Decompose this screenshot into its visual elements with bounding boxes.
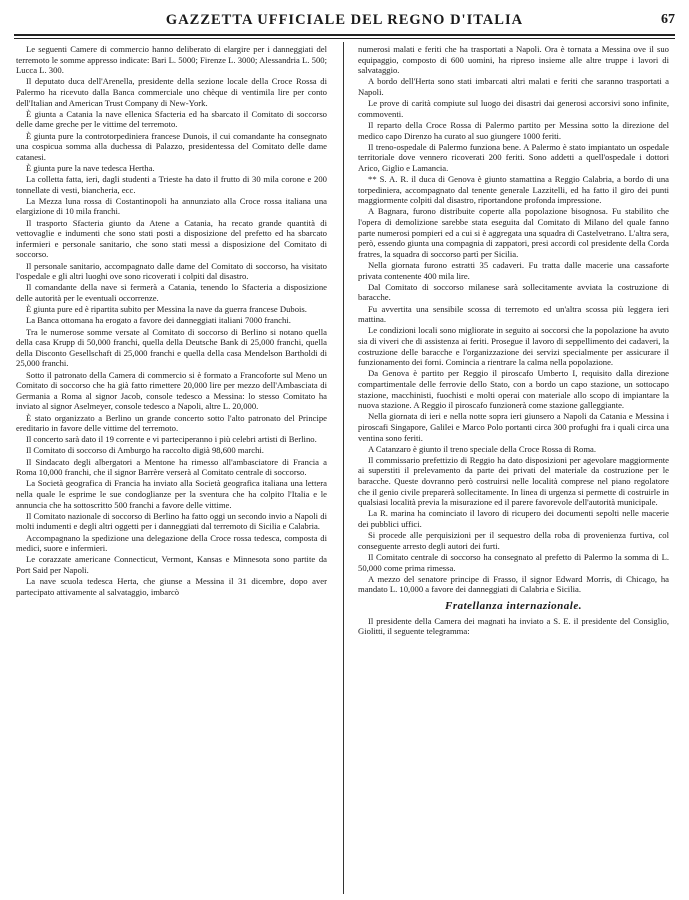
paragraph: A Catanzaro è giunto il treno speciale della Croce Rossa di Roma.: [368, 443, 597, 454]
page-number: 67: [661, 12, 675, 27]
left-column: [16, 44, 327, 896]
gazette-title: GAZZETTA UFFICIALE DEL REGNO D'ITALIA: [165, 12, 524, 28]
paragraph: Il comandante della nave si fermerà a Catania, tenendo lo Sfacteria a disposizione delle autorità per le eventuali occorrenze.: [16, 282, 327, 303]
paragraph: Il deputato duca dell'Arenella, presidente della sezione locale della Croce Rossa di Palermo ha ricevuto dalla Banca commerciale uno chèque di ventimila lire per conto dell'Italian and American Trust Company di New-York.: [16, 76, 327, 108]
paragraph: Il Sindacato degli albergatori a Mentone ha rimesso all'ambasciatore di Francia a Roma 10,000 franchi, che il signor Barrère verserà al Comitato centrale di soccorso.: [16, 456, 327, 478]
paragraph: È stato organizzato a Berlino un grande concerto sotto l'alto patronato del Principe ereditario in favore delle vittime del terremoto.: [16, 412, 327, 434]
header-rule: [14, 34, 675, 36]
paragraph: Nella giornata di ieri e nella notte sopra ieri giunsero a Napoli da Catania e Messina i piroscafi Singapore, Galilei e Marco Polo portanti circa 300 profughi fra i quali circa una ventina sono feriti.: [358, 411, 669, 443]
paragraph: Il Comitato nazionale di soccorso di Berlino ha fatto oggi un secondo invio a Napoli di molti indumenti e degli altri oggetti per i danneggiati dal terremoto di Sicilia e Calabria.: [16, 510, 327, 532]
paragraph: La Società geografica di Francia ha inviato alla Società geografica italiana una lettera nella quale le esprime le sue condoglianze per la sventura che ha colpito l'Italia e le annuncia che ha sottoscritto 500 franchi a favore delle vittime.: [16, 478, 327, 510]
paragraph: Il reparto della Croce Rossa di Palermo partito per Messina sotto la direzione del medico capo Direnzo ha curato al suo giungere 1000 feriti.: [358, 119, 669, 141]
paragraph: Il treno-ospedale di Palermo funziona bene. A Palermo è stato impiantato un ospedale territoriale dove vennero ricoverati 200 feriti. Sono addetti a quell'ospedale i dottori Arico, Giglio e Lamancia.: [358, 141, 669, 173]
paragraph: La Banca ottomana ha erogato a favore dei danneggiati italiani 7000 franchi.: [26, 315, 291, 326]
paragraph: È giunta pure ed è ripartita subito per Messina la nave da guerra francese Dubois.: [26, 304, 307, 315]
paragraph: Nella giornata furono estratti 35 cadaveri. Fu tratta dalle macerie una cassaforte privata contenente 400 mila lire.: [358, 260, 669, 281]
paragraph: ** S. A. R. il duca di Genova è giunto stamattina a Reggio Calabria, a bordo di una torpediniera, accompagnato dal tenente generale Lazzitelli, ed ha fatto il giro dei punti maggiormente colpiti dal disastro, riportandone profonda impressione.: [358, 174, 669, 206]
paragraph: A bordo dell'Herta sono stati imbarcati altri malati e feriti che saranno trasportati a Napoli.: [358, 76, 669, 97]
paragraph: Fu avvertita una sensibile scossa di terremoto ed un'altra scossa più leggera ieri mattina.: [358, 303, 669, 325]
paragraph: La colletta fatta, ieri, dagli studenti a Trieste ha dato il frutto di 30 mila corone e 200 tonnellate di vesti, biancheria, ecc.: [16, 174, 327, 195]
column-divider: [343, 42, 344, 894]
paragraph: La R. marina ha cominciato il lavoro di ricupero dei documenti sepolti nelle macerie dei pubblici uffici.: [358, 508, 669, 530]
paragraph: Il presidente della Camera dei magnati ha inviato a S. E. il presidente del Consiglio, Giolitti, il seguente telegramma:: [358, 615, 669, 637]
paragraph: Il trasporto Sfacteria giunto da Atene a Catania, ha recato grande quantità di vettovaglie e indumenti che sono stati posti a disposizione del prefetto ed ha sbarcato infermieri e personale sanitario, che sono stati messi a disposizione del Comitato di soccorso.: [16, 217, 327, 260]
paragraph: Dal Comitato di soccorso milanese sarà sollecitamente avviata la costruzione di baracche.: [358, 281, 669, 303]
paragraph: Il commissario prefettizio di Reggio ha dato disposizioni per agevolare maggiormente ai superstiti il prelevamento da parte dei privati del materiale da costruzione per le baracche. Queste dovranno però costruirsi nelle località comprese nel piano regolatore che il genio civile preparerà sollecitamente. In linea di urgenza si permette di costruirle in qualsiasi località previa la misurazione ed il parere favorevole dell'autorità municipale.: [358, 454, 669, 508]
paragraph: A mezzo del senatore principe di Frasso, il signor Edward Morris, di Chicago, ha mandato L. 10,000 a favore dei danneggiati di Calabria e Sicilia.: [358, 573, 669, 595]
paragraph: È giunta pure la controtorpediniera francese Dunois, il cui comandante ha consegnato una cospicua somma alla duchessa di Palazzo, presidentessa del Comitato delle dame catanesi.: [16, 130, 327, 162]
paragraph: La nave scuola tedesca Herta, che giunse a Messina il 31 dicembre, dopo aver partecipato attivamente al salvataggio, imbarcò: [16, 576, 327, 597]
paragraph: Da Genova è partito per Reggio il piroscafo Umberto I, requisito dalla direzione compartimentale delle ferrovie dello Stato, con a bordo un capo stazione, un sottocapo stazione, macchinisti, fuochisti e molti operai con materiale allo scopo di impiantare la nuova stazione. A Reggio il piroscafo funzionerà come stazione galleggiante.: [358, 368, 669, 411]
section-heading: Fratellanza internazionale.: [445, 599, 582, 612]
paragraph: numerosi malati e feriti che ha trasportati a Napoli. Ora è tornata a Messina ove il suo equipaggio, composto di 600 uomini, ha ripreso insieme alle altre truppe i lavori di salvataggio.: [358, 44, 669, 76]
paragraph: Il Comitato centrale di soccorso ha consegnato al prefetto di Palermo la somma di L. 50,000 come prima rimessa.: [358, 552, 669, 573]
paragraph: Le seguenti Camere di commercio hanno deliberato di elargire per i danneggiati del terremoto le somme appresso indicate: Bari L. 5000; Firenze L. 3000; Alessandria L. 500; Lucca L. 300.: [16, 44, 327, 76]
header-rule-thin: [14, 38, 675, 39]
paragraph: Il concerto sarà dato il 19 corrente e vi parteciperanno i più celebri artisti di Berlino.: [26, 434, 317, 445]
paragraph: È giunta a Catania la nave ellenica Sfacteria ed ha sbarcato il Comitato di soccorso delle dame greche per le vittime del terremoto.: [16, 108, 327, 130]
right-column: [358, 44, 669, 896]
paragraph: Il Comitato di soccorso di Amburgo ha raccolto digià 98,600 marchi.: [26, 445, 264, 456]
paragraph: Tra le numerose somme versate al Comitato di soccorso di Berlino si notano quella della casa Krupp di 50,000 franchi, quella della Deutsche Bank di 25,000 franchi, quella della Disconto Gesellschaft di 25,000 franchi e quella della casa Mendelson Bartholdi di 25,000 franchi.: [16, 326, 327, 369]
paragraph: Sotto il patronato della Camera di commercio si è formato a Francoforte sul Meno un Comitato di soccorso che ha già fatto rimettere 20,000 lire per mezzo dell'Ambasciata di Germania a Roma al signor Jacob, console tedesco a Messina: lo stesso Comitato ha inviato al signor Aselmeyer, console tedesco a Napoli, altre L. 20,000.: [16, 369, 327, 412]
paragraph: Il personale sanitario, accompagnato dalle dame del Comitato di soccorso, ha visitato l'ospedale e gli altri luoghi ove sono ricoverati i colpiti dal disastro.: [16, 260, 327, 282]
paragraph: Le condizioni locali sono migliorate in seguito ai soccorsi che la popolazione ha avuto sia di viveri che di assistenza ai feriti. Prosegue il lavoro di seppellimento dei cadaveri, la costruzione delle baracche e l'organizzazione dei servizi specialmente per assicurare il funzionamento dei forni. Comincia a rientrare la calma nella popolazione.: [358, 325, 669, 368]
paragraph: La Mezza luna rossa di Costantinopoli ha annunziato alla Croce rossa italiana una elargizione di 10 mila franchi.: [16, 195, 327, 217]
paragraph: A Bagnara, furono distribuite coperte alla popolazione bisognosa. Fu stabilito che l'opera di demolizione sarebbe stata eseguita dal Comitato di Milano del quale fanno parte numerosi pompieri ed a cui si è aggregata una squadra di Castelvetrano. L'altra sera, però, essendo giunta una compagnia di zappatori, presi accordi col presidente della Corda fratres, la squadra di soccorso partì per Sicilia.: [358, 206, 669, 259]
paragraph: Accompagnano la spedizione una delegazione della Croce rossa tedesca, composta di medici, suore e infermieri.: [16, 532, 327, 554]
paragraph: È giunta pure la nave tedesca Hertha.: [26, 162, 155, 173]
paragraph: Le prove di carità compiute sul luogo dei disastri dai generosi accorsivi sono infinite, commoventi.: [358, 98, 669, 119]
paragraph: Le corazzate americane Connecticut, Vermont, Kansas e Minnesota sono partite da Port Said per Napoli.: [16, 554, 327, 575]
paragraph: Si procede alle perquisizioni per il sequestro della roba di provenienza furtiva, col conseguente arresto degli autori dei furti.: [358, 530, 669, 551]
